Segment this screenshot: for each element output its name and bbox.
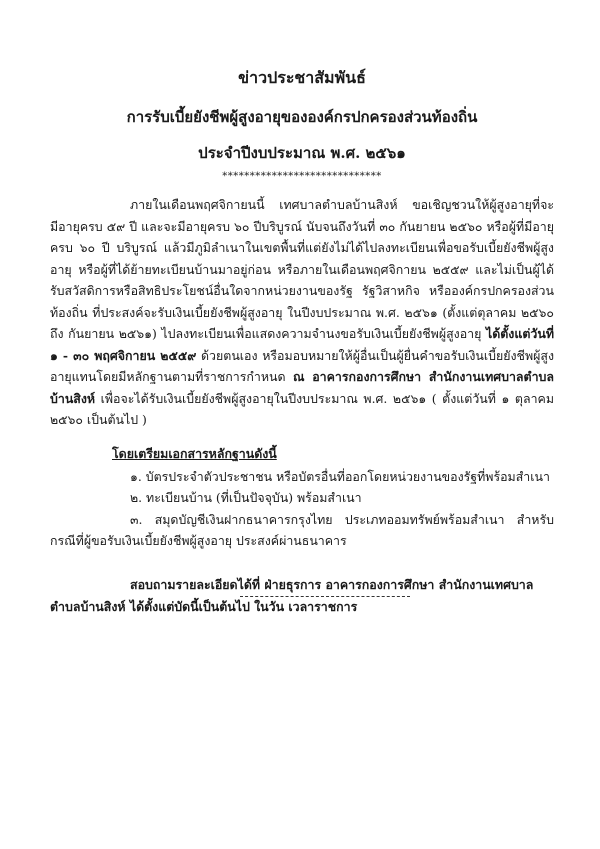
star-divider: ***************************** [222,171,382,182]
document-item-3: ๓. สมุดบัญชีเงินฝากธนาคารกรุงไทย ประเภทออมทรัพย์พร้อมสำเนา สำหรับกรณีที่ผู้ขอรับเงินเบี้ยยังชีพผู้สูงอายุ ประสงค์ผ่านธนาคาร [50,511,554,548]
main-paragraph [50,194,554,431]
page-title: ข่าวประชาสัมพันธ์ [238,68,366,87]
closing-dashed-line [240,596,410,597]
inquiry-text: สอบถามรายละเอียดได้ที่ ฝ่ายธุรการ อาคารกองการศึกษา สำนักงานเทศบาลตำบลบ้านสิงห์ ได้ตั้งแต่บัดนี้เป็นต้นไป ในวัน เวลาราชการ [50,576,534,614]
paragraph-text-c: เพื่อจะได้รับเงินเบี้ยยังชีพผู้สูงอายุในปีงบประมาณ พ.ศ. ๒๕๖๑ ( ตั้งแต่วันที่ ๑ ตุลาคม ๒๕๖๐ เป็นต้นไป ) [50,390,554,427]
paragraph-text-b: ด้วยตนเอง หรือมอบหมายให้ผู้อื่นเป็นผู้ยื่นคำขอรับเงินเบี้ยยังชีพผู้สูงอายุแทนโดยมีหลักฐานตามที่ราชการกำหนด [50,347,555,384]
paragraph-text-a: ภายในเดือนพฤศจิกายนนี้ เทศบาลตำบลบ้านสิงห์ ขอเชิญชวนให้ผู้สูงอายุที่จะมีอายุครบ ๕๙ ปี และจะมีอายุครบ ๖๐ ปีบริบูรณ์ นับจนถึงวันที่ ๓๐ กันยายน ๒๕๖๐ หรือผู้ที่มีอายุครบ ๖๐ ปี บริบูรณ์ แล้วมีภูมิลำเนาในเขตพื้นที่แต่ยังไม่ได้ไปลงทะเบียนเพื่อขอรับเบี้ยยังชีพผู้สูงอายุ หรือผู้ที่ได้ย้ายทะเบียนบ้านมาอยู่ก่อน หรือภายในเดือนพฤศจิกายน ๒๕๕๙ และไม่เป็นผู้ได้รับสวัสดิการหรือสิทธิประโยชน์อื่นใดจากหน่วยงานของรัฐ รัฐวิสาหกิจ หรือองค์กรปกครองส่วนท้องถิ่น ที่ประสงค์จะรับเงินเบี้ยยังชีพผู้สูงอายุ ในปีงบประมาณ พ.ศ. ๒๕๖๑ (ตั้งแต่ตุลาคม ๒๕๖๐ ถึง กันยายน ๒๕๖๑) ไปลงทะเบียนเพื่อแสดงความจำนงขอรับเงินเบี้ยยังชีพผู้สูงอายุ [50,197,554,341]
document-item-1: ๑. บัตรประจำตัวประชาชน หรือบัตรอื่นที่ออกโดยหน่วยงานของรัฐที่พร้อมสำเนา [130,468,550,484]
document-item-2: ๒. ทะเบียนบ้าน (ที่เป็นปัจจุบัน) พร้อมสำเนา [130,490,362,505]
registration-location: ณ อาคารกองการศึกษา สำนักงานเทศบาลตำบลบ้านสิงห์ [50,369,554,406]
documents-heading: โดยเตรียมเอกสารหลักฐานดังนี้ [112,445,277,461]
registration-dates: ได้ตั้งแต่วันที่ ๑ - ๓๐ พฤศจิกายน ๒๕๕๙ [50,326,554,363]
fiscal-year: ประจำปีงบประมาณ พ.ศ. ๒๕๖๑ [198,144,406,162]
announcement-subtitle: การรับเบี้ยยังชีพผู้สูงอายุขององค์กรปกครองส่วนท้องถิ่น [126,108,478,126]
